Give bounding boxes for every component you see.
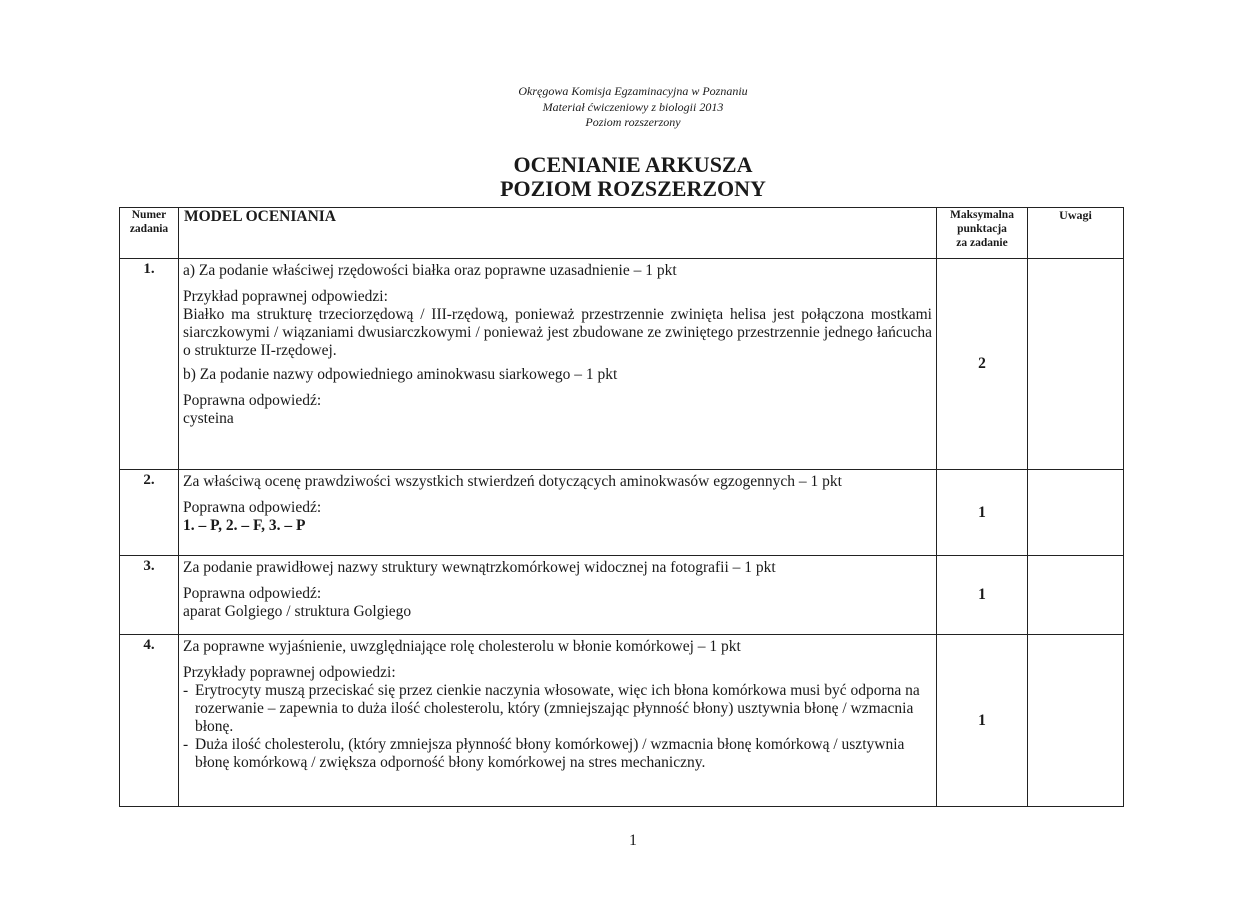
example-text: Białko ma strukturę trzeciorzędową / III-rzędową, ponieważ przestrzennie zwinięta helisa jest połączona mostkami siarczkowymi / wiązaniami dwusiarczkowymi / ponieważ jest zbudowane ze zwiniętego przestrzennie jednego łańcucha o strukturze II-rzędowej. — [183, 306, 932, 359]
answer-block — [183, 392, 932, 428]
table-header-row — [120, 208, 1124, 259]
answer-text: aparat Golgiego / struktura Golgiego — [183, 603, 412, 620]
answer-label: Poprawna odpowiedź: — [183, 392, 322, 409]
header-level: Poziom rozszerzony — [585, 115, 681, 129]
scoring-model-cell — [179, 635, 937, 807]
task-number: 1. — [120, 259, 179, 470]
scoring-model-cell — [179, 556, 937, 635]
header-remarks: Uwagi — [1028, 208, 1124, 259]
answer-label: Poprawna odpowiedź: — [183, 585, 322, 602]
answer-label: Poprawna odpowiedź: — [183, 499, 322, 516]
table-row — [120, 470, 1124, 556]
task-number: 2. — [120, 470, 179, 556]
remarks-cell — [1028, 635, 1124, 807]
criterion: Za podanie prawidłowej nazwy struktury wewnątrzkomórkowej widocznej na fotografii – 1 pkt — [183, 559, 776, 576]
remarks-cell — [1028, 259, 1124, 470]
example-block — [183, 288, 932, 360]
header-institution: Okręgowa Komisja Egzaminacyjna w Poznaniu — [518, 84, 748, 98]
scoring-model-cell — [179, 470, 937, 556]
title-line-2: POZIOM ROZSZERZONY — [500, 176, 766, 201]
table-row — [120, 259, 1124, 470]
criterion: Za właściwą ocenę prawdziwości wszystkich stwierdzeń dotyczących aminokwasów egzogennych – 1 pkt — [183, 473, 842, 490]
document-header — [0, 84, 1248, 131]
max-points: 1 — [937, 556, 1028, 635]
task-number: 4. — [120, 635, 179, 807]
page-title — [0, 153, 1248, 201]
list-item: - Duża ilość cholesterolu, (który zmniejsza płynność błony komórkowej) / wzmacnia błonę komórkową / usztywnia błonę komórkową / zwiększa odporność błony komórkowej na stres mechaniczny. — [183, 736, 932, 772]
header-material: Materiał ćwiczeniowy z biologii 2013 — [542, 99, 724, 114]
answer-text: cysteina — [183, 410, 234, 427]
scoring-model-cell — [179, 259, 937, 470]
max-points: 1 — [937, 470, 1028, 556]
examples-list — [183, 682, 932, 772]
criterion: Za poprawne wyjaśnienie, uwzględniające rolę cholesterolu w błonie komórkowej – 1 pkt — [183, 638, 741, 655]
title-line-1: OCENIANIE ARKUSZA — [513, 152, 753, 177]
header-scoring-model: MODEL OCENIANIA — [179, 208, 937, 259]
header-max-points: Maksymalna punktacja za zadanie — [937, 208, 1028, 259]
task-number: 3. — [120, 556, 179, 635]
max-points: 2 — [937, 259, 1028, 470]
header-task-number: Numer zadania — [120, 208, 179, 259]
example-label: Przykład poprawnej odpowiedzi: — [183, 288, 388, 305]
remarks-cell — [1028, 470, 1124, 556]
max-points: 1 — [937, 635, 1028, 807]
answer-text: 1. – P, 2. – F, 3. – P — [183, 517, 306, 534]
criterion-a: a) Za podanie właściwej rzędowości białka oraz poprawne uzasadnienie – 1 pkt — [183, 262, 677, 279]
scoring-table — [119, 207, 1124, 807]
list-item: - Erytrocyty muszą przeciskać się przez cienkie naczynia włosowate, więc ich błona komórkowa musi być odporna na rozerwanie – zapewnia to duża ilość cholesterolu, który (zmniejszając płynność błony) usztywnia błonę / wzmacnia błonę. — [183, 682, 932, 736]
table-row — [120, 635, 1124, 807]
examples-label: Przykłady poprawnej odpowiedzi: — [183, 664, 396, 681]
remarks-cell — [1028, 556, 1124, 635]
table-row — [120, 556, 1124, 635]
criterion-b: b) Za podanie nazwy odpowiedniego aminokwasu siarkowego – 1 pkt — [183, 366, 618, 383]
page-number: 1 — [629, 832, 637, 849]
